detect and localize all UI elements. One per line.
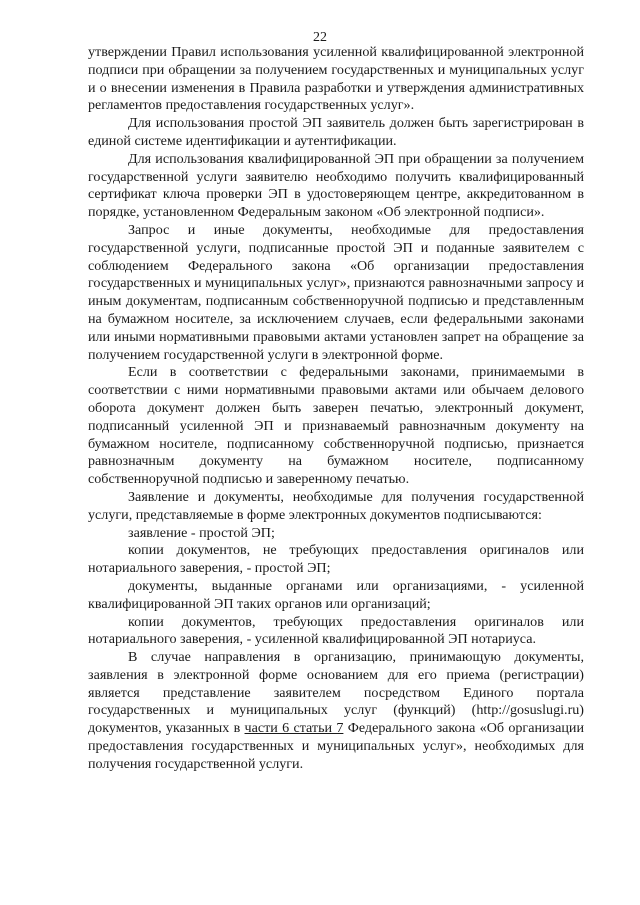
page-number: 22 bbox=[313, 30, 327, 45]
paragraph-continuation: утверждении Правил использования усиленной квалифицированной электронной подписи при обращении за получением государственных и муниципальных услуг и о внесении изменения в Правила разработки и утверждения административных регламентов предоставления государственных услуг». bbox=[88, 44, 584, 114]
paragraph-qualified-signature-certificate: Для использования квалифицированной ЭП при обращении за получением государственной услуги заявителю необходимо получить квалифицированный сертификат ключа проверки ЭП в удостоверяющем центре, аккредитованном в порядке, установленном Федеральным законом «Об электронной подписи». bbox=[88, 150, 584, 221]
paragraph-electronic-application-registration bbox=[88, 649, 584, 774]
paragraph-text-before-link: В случае направления в организацию, принимающую документы, заявления в электронной форме основанием для его приема (регистрации) является представление заявителем посредством Единого портала государственных и муниципальных услуг (функций) (http://gosuslugi.ru) документов, указанных в bbox=[88, 649, 584, 737]
paragraph-seal-equivalence: Если в соответствии с федеральными законами, принимаемыми в соответствии с ними нормативными правовыми актами или обычаем делового оборота документ должен быть заверен печатью, электронный документ, подписанный усиленной ЭП и признаваемый равнозначным документу на бумажном носителе, подписанному собственноручной подписью, признается равнозначным документу на бумажном носителе, подписанному собственноручной подписью и заверенному печатью. bbox=[88, 364, 584, 488]
list-item-application: заявление - простой ЭП; bbox=[128, 524, 275, 541]
paragraph-signing-rules-intro: Заявление и документы, необходимые для получения государственной услуги, представляемые в форме электронных документов подписываются: bbox=[88, 488, 584, 523]
list-item-copies-with-originals: копии документов, требующих предоставления оригиналов или нотариального заверения, - усиленной квалифицированной ЭП нотариуса. bbox=[88, 613, 584, 648]
list-item-issued-documents: документы, выданные органами или организациями, - усиленной квалифицированной ЭП таких органов или организаций; bbox=[88, 577, 584, 612]
list-item-copies-without-originals: копии документов, не требующих предоставления оригиналов или нотариального заверения, - простой ЭП; bbox=[88, 542, 584, 577]
paragraph-text-after-link: Федерального закона «Об организации предоставления государственных и муниципальных услуг», необходимых для получения государственной услуги. bbox=[88, 720, 584, 772]
document-body bbox=[88, 44, 584, 774]
paragraph-request-documents-equivalence: Запрос и иные документы, необходимые для предоставления государственной услуги, подписанные простой ЭП и поданные заявителем с соблюдением Федерального закона «Об организации предоставления государственных и муниципальных услуг», признаются равнозначными запросу и иным документам, подписанным собственноручной подписью и представленным на бумажном носителе, за исключением случаев, если федеральными законами или иными нормативными правовыми актами установлен запрет на обращение за получением государственной услуги в электронной форме. bbox=[88, 221, 584, 363]
paragraph-simple-signature-registration: Для использования простой ЭП заявитель должен быть зарегистрирован в единой системе идентификации и аутентификации. bbox=[88, 115, 584, 149]
law-article-link[interactable]: части 6 статьи 7 bbox=[244, 720, 344, 737]
